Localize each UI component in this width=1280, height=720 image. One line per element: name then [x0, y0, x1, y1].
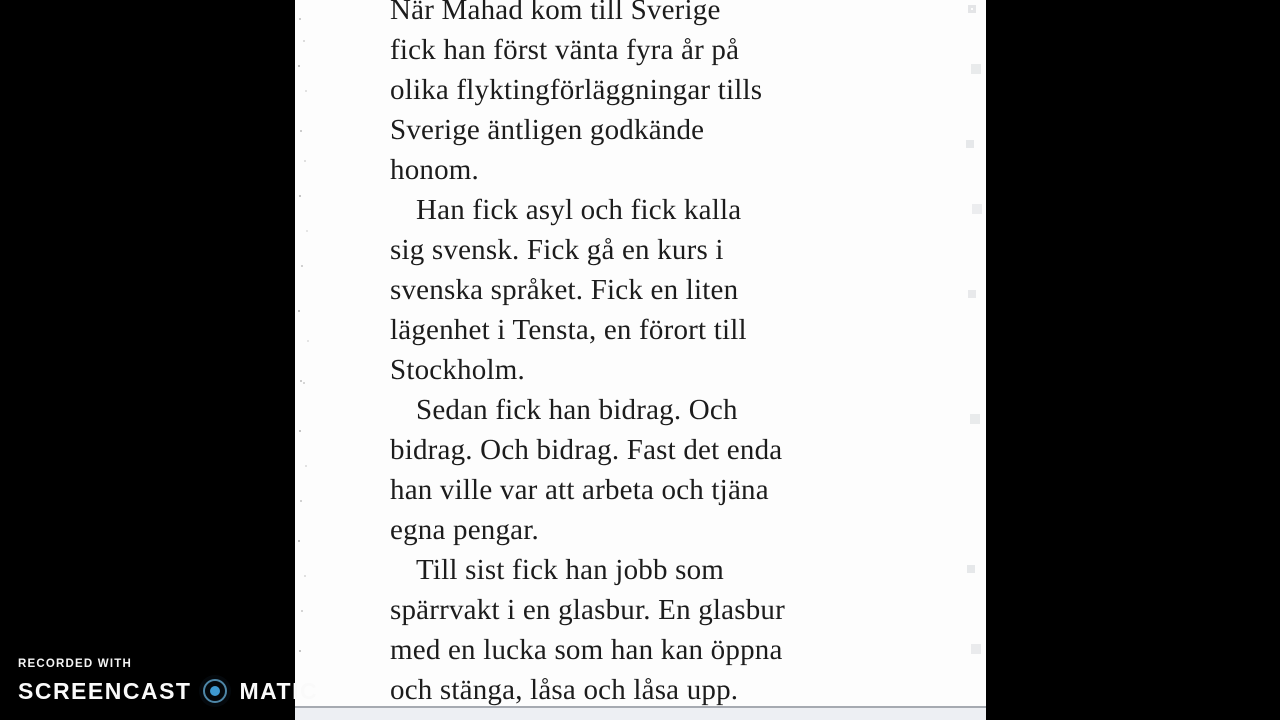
page-text: [390, 0, 860, 706]
text-line: spärrvakt i en glasbur. En glasbur: [390, 594, 785, 626]
text-line: bidrag. Och bidrag. Fast det enda: [390, 434, 783, 466]
text-line: Stockholm.: [390, 354, 525, 386]
text-line: Sverige äntligen godkände: [390, 114, 705, 146]
brand-row: [18, 675, 318, 707]
screencast-watermark: [18, 658, 318, 707]
text-line: och stänga, låsa och låsa upp.: [390, 674, 739, 706]
text-line: lägenhet i Tensta, en förort till: [390, 314, 747, 346]
scan-noise-right: [971, 8, 973, 10]
text-line: Han fick asyl och fick kalla: [416, 194, 742, 226]
text-line: svenska språket. Fick en liten: [390, 274, 739, 306]
text-line: egna pengar.: [390, 514, 539, 546]
text-line: Sedan fick han bidrag. Och: [416, 394, 738, 426]
scanned-page: [295, 0, 986, 706]
screencast-label: SCREENCAST: [18, 677, 192, 704]
text-line: han ville var att arbeta och tjäna: [390, 474, 769, 506]
page-bottom-strip: [295, 706, 986, 720]
text-line: fick han först vänta fyra år på: [390, 34, 740, 66]
text-line: olika flyktingförläggningar tills: [390, 74, 763, 106]
text-line: sig svensk. Fick gå en kurs i: [390, 234, 724, 266]
scan-noise-left: [297, 10, 299, 12]
text-line: honom.: [390, 154, 480, 186]
recorded-with-label: RECORDED WITH: [18, 658, 132, 670]
text-line: med en lucka som han kan öppna: [390, 634, 783, 666]
screencast-o-matic-logo-icon: [199, 675, 231, 707]
text-line: När Mahad kom till Sverige: [390, 0, 721, 26]
matic-label: MATIC: [239, 677, 319, 704]
text-line: Till sist fick han jobb som: [416, 554, 725, 586]
logo-dot: [210, 686, 220, 696]
